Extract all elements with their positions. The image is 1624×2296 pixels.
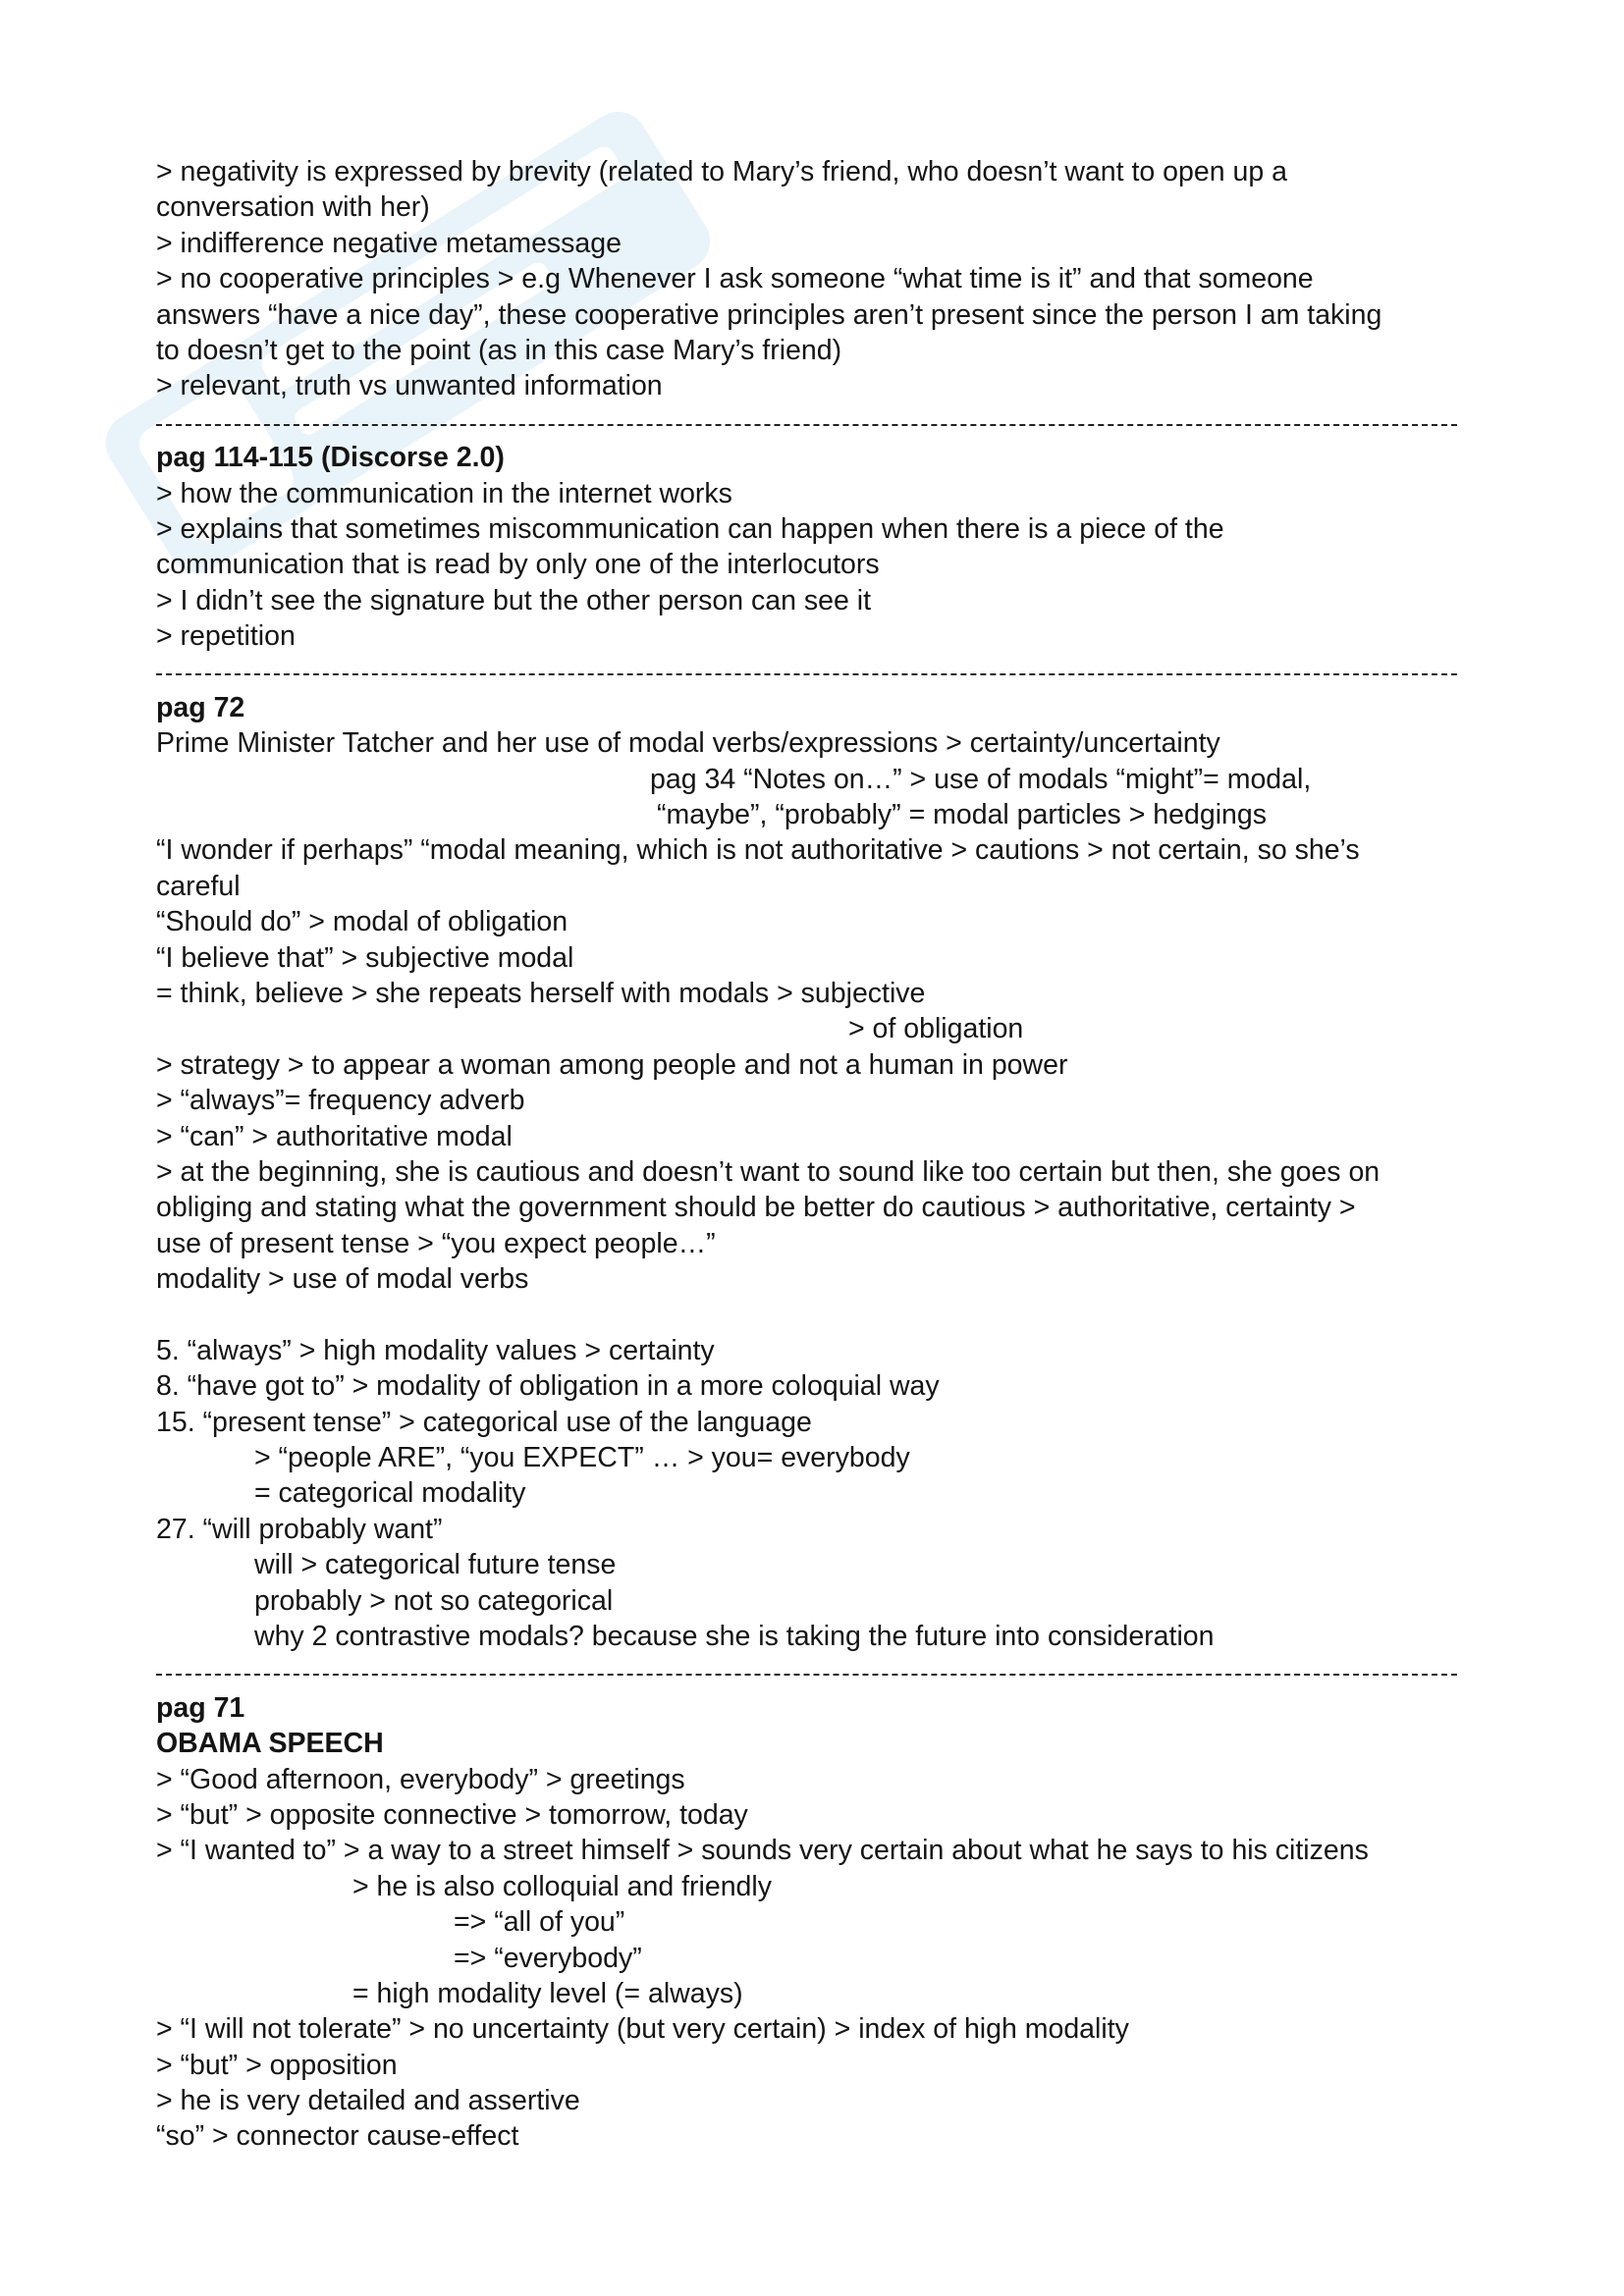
text-line: modality > use of modal verbs	[156, 1263, 529, 1296]
dashed-divider	[156, 404, 1491, 440]
blank-line	[156, 1298, 1491, 1333]
text-line: > “but” > opposition	[156, 2049, 398, 2081]
document-body	[156, 154, 1491, 2155]
text-line: communication that is read by only one of the interlocutors	[156, 549, 880, 581]
dashed-divider	[156, 1654, 1491, 1689]
text-line: > indifference negative metamessage	[156, 227, 622, 259]
text-line: > no cooperative principles > e.g Whenever I ask someone “what time is it” and that someone	[156, 263, 1314, 295]
section-heading: pag 72	[156, 691, 245, 723]
text-line: use of present tense > “you expect people…”	[156, 1227, 716, 1259]
text-line: conversation with her)	[156, 191, 430, 224]
text-line: > he is also colloquial and friendly	[352, 1870, 772, 1902]
text-line: > explains that sometimes miscommunication can happen when there is a piece of the	[156, 512, 1224, 545]
text-line: “I believe that” > subjective modal	[156, 941, 574, 974]
text-line: probably > not so categorical	[254, 1584, 614, 1617]
section-subheading: OBAMA SPEECH	[156, 1728, 384, 1760]
text-line: > how the communication in the internet works	[156, 477, 732, 509]
text-line: “I wonder if perhaps” “modal meaning, which is not authoritative > cautions > not certain, so she’s	[156, 834, 1360, 867]
section-heading: pag 114-115 (Discorse 2.0)	[156, 442, 505, 474]
section-heading: pag 71	[156, 1691, 245, 1724]
text-line: 27. “will probably want”	[156, 1513, 443, 1545]
text-line: “Should do” > modal of obligation	[156, 906, 568, 938]
text-line: > “Good afternoon, everybody” > greetings	[156, 1763, 685, 1795]
text-line: “maybe”, “probably” = modal particles > hedgings	[657, 799, 1267, 831]
text-line: > “people ARE”, “you EXPECT” … > you= everybody	[254, 1442, 910, 1474]
text-line: careful	[156, 870, 241, 902]
text-line: will > categorical future tense	[254, 1549, 617, 1581]
text-line: => “all of you”	[454, 1906, 625, 1939]
text-line: 8. “have got to” > modality of obligation in a more coloquial way	[156, 1370, 940, 1403]
text-line: 5. “always” > high modality values > certainty	[156, 1334, 715, 1366]
text-line: to doesn’t get to the point (as in this case Mary’s friend)	[156, 334, 842, 366]
text-line: = categorical modality	[254, 1477, 526, 1510]
text-line: “so” > connector cause-effect	[156, 2120, 519, 2153]
text-line: obliging and stating what the government should be better do cautious > authoritative, certainty >	[156, 1192, 1356, 1224]
text-line: > “I wanted to” > a way to a street himself > sounds very certain about what he says to his citizens	[156, 1835, 1369, 1867]
text-line: pag 34 “Notes on…” > use of modals “might”= modal,	[650, 763, 1312, 795]
text-line: > “I will not tolerate” > no uncertainty (but very certain) > index of high modality	[156, 2013, 1129, 2046]
text-line: why 2 contrastive modals? because she is taking the future into consideration	[254, 1621, 1215, 1653]
text-line: 15. “present tense” > categorical use of the language	[156, 1406, 812, 1438]
text-line: > negativity is expressed by brevity (related to Mary’s friend, who doesn’t want to open up a	[156, 156, 1287, 187]
dashed-divider	[156, 654, 1491, 689]
text-line: > I didn’t see the signature but the other person can see it	[156, 584, 872, 616]
text-line: > at the beginning, she is cautious and doesn’t want to sound like too certain but then, she goes on	[156, 1155, 1380, 1188]
text-line: > of obligation	[848, 1013, 1024, 1045]
text-line: > “but” > opposite connective > tomorrow, today	[156, 1798, 748, 1831]
text-line: > “always”= frequency adverb	[156, 1085, 525, 1117]
text-line: Prime Minister Tatcher and her use of modal verbs/expressions > certainty/uncertainty	[156, 727, 1220, 760]
text-line: > he is very detailed and assertive	[156, 2085, 580, 2117]
text-line: > relevant, truth vs unwanted information	[156, 370, 663, 402]
text-line: = think, believe > she repeats herself with modals > subjective	[156, 977, 926, 1009]
text-line: > “can” > authoritative modal	[156, 1120, 513, 1152]
text-line: answers “have a nice day”, these cooperative principles aren’t present since the person I am taking	[156, 298, 1382, 331]
text-line: => “everybody”	[454, 1942, 642, 1974]
text-line: > strategy > to appear a woman among people and not a human in power	[156, 1048, 1068, 1081]
text-line: > repetition	[156, 620, 296, 653]
text-line: = high modality level (= always)	[352, 1977, 743, 2009]
